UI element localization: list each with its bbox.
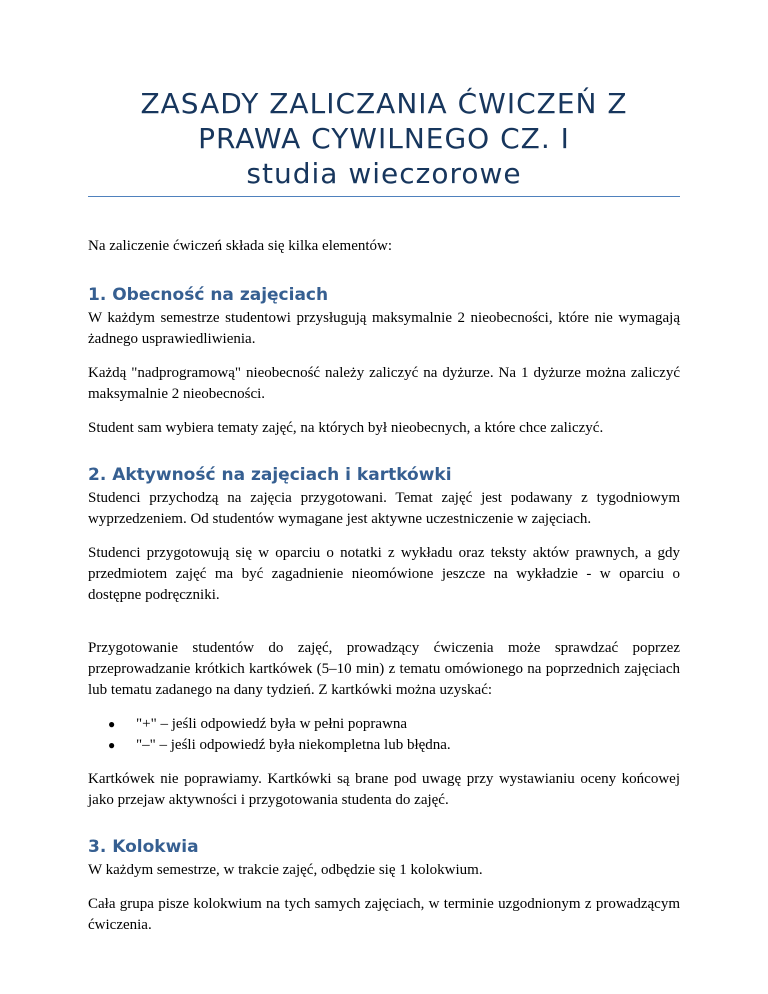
empty-line [88,619,680,638]
intro-paragraph: Na zaliczenie ćwiczeń składa się kilka elementów: [88,238,393,254]
title-line-3: studia wieczorowe [246,157,522,190]
section-2-paragraph-1: Studenci przychodzą na zajęcia przygotowani. Temat zajęć jest podawany z tygodniowym wyprzedzeniem. Od studentów wymagane jest aktywne uczestniczenie w zajęciach. [88,490,680,527]
section-1-paragraph-2: Każdą "nadprogramową" nieobecność należy zaliczyć na dyżurze. Na 1 dyżurze można zaliczyć maksymalnie 2 nieobecności. [88,365,680,402]
list-item [88,714,680,735]
list-item-text: "–" – jeśli odpowiedź była niekompletna lub błędna. [136,737,451,753]
bullet-icon: ● [108,717,116,731]
section-3-heading: 3. Kolokwia [88,837,199,857]
section-3-paragraph-1: W każdym semestrze, w trakcie zajęć, odbędzie się 1 kolokwium. [88,862,483,878]
section-1-paragraph-1: W każdym semestrze studentowi przysługują maksymalnie 2 nieobecności, które nie wymagają żadnego usprawiedliwienia. [88,310,680,347]
section-2-heading: 2. Aktywność na zajęciach i kartkówki [88,465,452,485]
title-line-2: PRAWA CYWILNEGO CZ. I [198,122,570,155]
grade-list [88,714,680,756]
section-1-paragraph-3: Student sam wybiera tematy zajęć, na których był nieobecnych, a które chce zaliczyć. [88,420,604,436]
title-divider [88,196,680,197]
document-title [88,86,680,191]
section-2-paragraph-3: Przygotowanie studentów do zajęć, prowadzący ćwiczenia może sprawdzać poprzez przeprowadzanie krótkich kartkówek (5–10 min) z tematu omówionego na poprzednich zajęciach lub tematu zadanego na dany tydzień. Z kartkówki można uzyskać: [88,640,680,698]
list-item-text: "+" – jeśli odpowiedź była w pełni poprawna [136,716,408,732]
list-item [88,735,680,756]
section-2-paragraph-2: Studenci przygotowują się w oparciu o notatki z wykładu oraz teksty aktów prawnych, a gdy przedmiotem zajęć ma być zagadnienie nieomówione jeszcze na wykładzie - w oparciu o dostępne podręczniki. [88,545,680,603]
section-3-paragraph-2: Cała grupa pisze kolokwium na tych samych zajęciach, w terminie uzgodnionym z prowadzącym ćwiczenia. [88,896,680,933]
document-body [88,236,680,949]
bullet-icon: ● [108,738,116,752]
section-2-paragraph-4: Kartkówek nie poprawiamy. Kartkówki są brane pod uwagę przy wystawianiu oceny końcowej jako przejaw aktywności i przygotowania studenta do zajęć. [88,771,680,808]
title-line-1: ZASADY ZALICZANIA ĆWICZEŃ Z [140,87,628,120]
section-1-heading: 1. Obecność na zajęciach [88,285,329,305]
